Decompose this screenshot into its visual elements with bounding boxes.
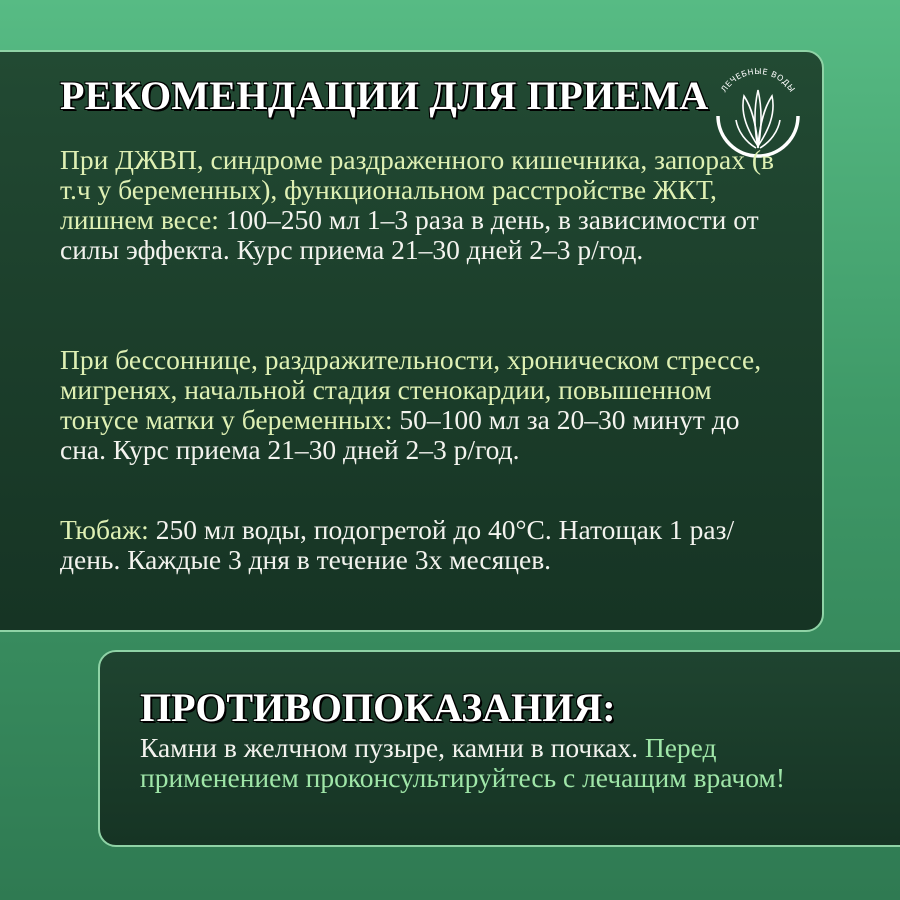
condition-label: При ДЖВП, синдроме раздраженного кишечника, запорах (в т.ч у беременных), функциональном расстройстве ЖКТ, лишнем весе: <box>60 144 774 235</box>
dosage-text: 250 мл воды, подогретой до 40°С. Натощак 1 раз/день. Каждые 3 дня в течение 3х месяцев. <box>60 514 735 575</box>
recommendations-title: РЕКОМЕНДАЦИИ ДЛЯ ПРИЕМА <box>60 73 709 118</box>
condition-label: Тюбаж: <box>60 514 149 545</box>
dosage-text: 100–250 мл 1–3 раза в день, в зависимости от силы эффекта. Курс приема 21–30 дней 2–3 р/год. <box>60 204 759 265</box>
condition-label: При бессоннице, раздражительности, хроническом стрессе, мигренях, начальной стадия стенокардии, повышенном тонусе матки у беременных: <box>60 344 762 435</box>
contraindications-text <box>140 733 880 793</box>
consult-advice: Перед применением проконсультируйтесь с лечащим врачом! <box>140 732 785 793</box>
contraindications-title: ПРОТИВОПОКАЗАНИЯ: <box>140 685 616 730</box>
logo-text: ЛЕЧЕБНЫЕ ВОДЫ <box>719 66 797 95</box>
recommendation-item <box>60 515 780 575</box>
contraindications-list: Камни в желчном пузыре, камни в почках. <box>140 732 638 763</box>
recommendation-item <box>60 145 780 265</box>
dosage-text: 50–100 мл за 20–30 минут до сна. Курс приема 21–30 дней 2–3 р/год. <box>60 404 740 465</box>
recommendation-item <box>60 345 780 465</box>
